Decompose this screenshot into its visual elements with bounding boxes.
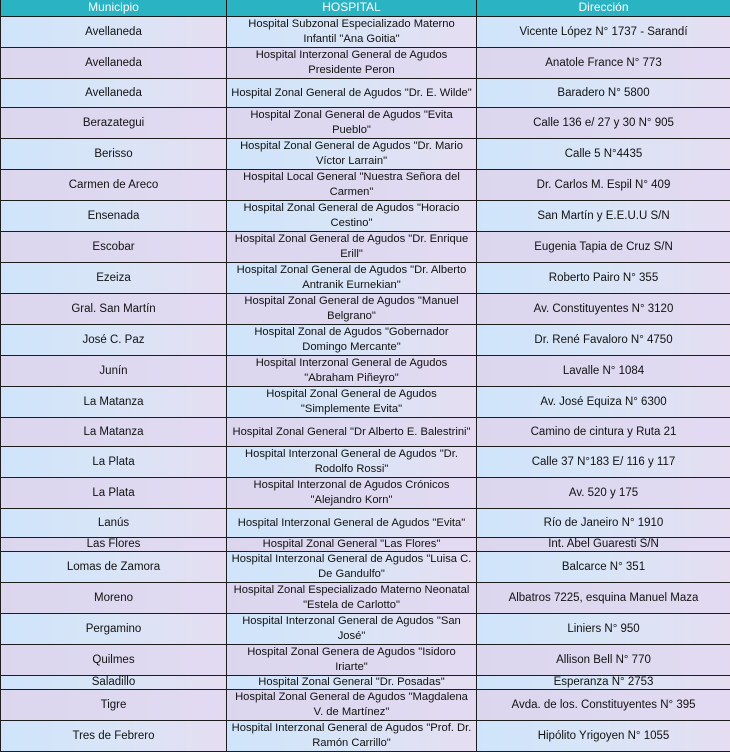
table-row <box>1 645 730 676</box>
cell-direccion: Balcarce N° 351 <box>477 552 730 583</box>
table-row <box>1 139 730 170</box>
table-row <box>1 614 730 645</box>
cell-direccion: Avda. de los. Constituyentes N° 395 <box>477 690 730 721</box>
cell-hospital: Hospital Local General "Nuestra Señora del Carmen" <box>227 170 477 201</box>
cell-direccion: Av. 520 y 175 <box>477 478 730 509</box>
cell-municipio: Gral. San Martín <box>1 294 227 325</box>
cell-direccion: Hipólito Yrigoyen N° 1055 <box>477 721 730 752</box>
cell-municipio: Junín <box>1 356 227 387</box>
cell-hospital: Hospital Zonal General "Dr. Posadas" <box>227 676 477 690</box>
table-row <box>1 418 730 447</box>
cell-municipio: Carmen de Areco <box>1 170 227 201</box>
table-row <box>1 690 730 721</box>
cell-municipio: Escobar <box>1 232 227 263</box>
table-row <box>1 79 730 108</box>
cell-direccion: San Martín y E.E.U.U S/N <box>477 201 730 232</box>
cell-direccion: Calle 136 e/ 27 y 30 N° 905 <box>477 108 730 139</box>
cell-municipio: Tres de Febrero <box>1 721 227 752</box>
table-row <box>1 676 730 690</box>
cell-hospital: Hospital Zonal Especializado Materno Neonatal "Estela de Carlotto" <box>227 583 477 614</box>
cell-hospital: Hospital Interzonal General de Agudos "Prof. Dr. Ramón Carrillo" <box>227 721 477 752</box>
cell-direccion: Eugenia Tapia de Cruz S/N <box>477 232 730 263</box>
cell-direccion: Allison Bell N° 770 <box>477 645 730 676</box>
cell-municipio: La Matanza <box>1 387 227 418</box>
cell-direccion: Baradero N° 5800 <box>477 79 730 108</box>
cell-municipio: Moreno <box>1 583 227 614</box>
table-row <box>1 325 730 356</box>
table-row <box>1 583 730 614</box>
cell-municipio: La Matanza <box>1 418 227 447</box>
cell-municipio: Ensenada <box>1 201 227 232</box>
cell-municipio: Berazategui <box>1 108 227 139</box>
cell-hospital: Hospital Interzonal General de Agudos "Evita" <box>227 509 477 538</box>
cell-municipio: Avellaneda <box>1 17 227 48</box>
cell-hospital: Hospital Interzonal General de Agudos "Abraham Piñeyro" <box>227 356 477 387</box>
cell-municipio: La Plata <box>1 447 227 478</box>
table-row <box>1 232 730 263</box>
cell-municipio: Tigre <box>1 690 227 721</box>
cell-municipio: Las Flores <box>1 538 227 552</box>
cell-municipio: Lomas de Zamora <box>1 552 227 583</box>
cell-hospital: Hospital Zonal General de Agudos "Dr. Enrique Erill" <box>227 232 477 263</box>
cell-direccion: Anatole France N° 773 <box>477 48 730 79</box>
cell-hospital: Hospital Interzonal General de Agudos "Dr. Rodolfo Rossi" <box>227 447 477 478</box>
cell-hospital: Hospital Zonal General de Agudos "Horacio Cestino" <box>227 201 477 232</box>
cell-direccion: Lavalle N° 1084 <box>477 356 730 387</box>
cell-direccion: Albatros 7225, esquina Manuel Maza <box>477 583 730 614</box>
cell-hospital: Hospital Zonal General de Agudos "Dr. Alberto Antranik Eurnekian" <box>227 263 477 294</box>
cell-direccion: Dr. Carlos M. Espil N° 409 <box>477 170 730 201</box>
table-row <box>1 447 730 478</box>
cell-hospital: Hospital Zonal Genera de Agudos "Isidoro Iriarte" <box>227 645 477 676</box>
header-municipio: Municipio <box>1 0 227 17</box>
cell-direccion: Esperanza N° 2753 <box>477 676 730 690</box>
cell-municipio: Saladillo <box>1 676 227 690</box>
cell-hospital: Hospital Zonal General de Agudos "Dr. Mario Víctor Larrain" <box>227 139 477 170</box>
table-row <box>1 108 730 139</box>
table-row <box>1 478 730 509</box>
cell-hospital: Hospital Interzonal General de Agudos "San José" <box>227 614 477 645</box>
cell-hospital: Hospital Interzonal de Agudos Crónicos "Alejandro Korn" <box>227 478 477 509</box>
cell-direccion: Av. Constituyentes N° 3120 <box>477 294 730 325</box>
cell-hospital: Hospital Interzonal General de Agudos Presidente Peron <box>227 48 477 79</box>
table-row <box>1 294 730 325</box>
cell-direccion: Vicente López N° 1737 - Sarandí <box>477 17 730 48</box>
cell-municipio: Pergamino <box>1 614 227 645</box>
cell-municipio: José C. Paz <box>1 325 227 356</box>
cell-hospital: Hospital Zonal General "Dr Alberto E. Balestrini" <box>227 418 477 447</box>
cell-hospital: Hospital Zonal General de Agudos "Manuel Belgrano" <box>227 294 477 325</box>
table-row <box>1 552 730 583</box>
cell-hospital: Hospital Zonal General "Las Flores" <box>227 538 477 552</box>
cell-direccion: Roberto Pairo N° 355 <box>477 263 730 294</box>
table-row <box>1 356 730 387</box>
cell-hospital: Hospital Zonal General de Agudos "Magdalena V. de Martínez" <box>227 690 477 721</box>
cell-direccion: Calle 37 N°183 E/ 116 y 117 <box>477 447 730 478</box>
table-row <box>1 509 730 538</box>
table-header <box>1 0 730 17</box>
cell-hospital: Hospital Zonal de Agudos "Gobernador Domingo Mercante" <box>227 325 477 356</box>
cell-municipio: Ezeiza <box>1 263 227 294</box>
cell-hospital: Hospital Zonal General de Agudos "Evita Pueblo" <box>227 108 477 139</box>
cell-direccion: Liniers N° 950 <box>477 614 730 645</box>
cell-direccion: Int. Abel Guaresti S/N <box>477 538 730 552</box>
cell-municipio: Berisso <box>1 139 227 170</box>
table-body <box>1 17 730 752</box>
cell-direccion: Av. José Equiza N° 6300 <box>477 387 730 418</box>
cell-direccion: Calle 5 N°4435 <box>477 139 730 170</box>
cell-municipio: Lanús <box>1 509 227 538</box>
header-direccion: Dirección <box>477 0 730 17</box>
cell-hospital: Hospital Zonal General de Agudos "Simplemente Evita" <box>227 387 477 418</box>
table-row <box>1 263 730 294</box>
cell-municipio: Avellaneda <box>1 48 227 79</box>
cell-hospital: Hospital Zonal General de Agudos "Dr. E. Wilde" <box>227 79 477 108</box>
cell-hospital: Hospital Subzonal Especializado Materno Infantil "Ana Goitia" <box>227 17 477 48</box>
table-row <box>1 48 730 79</box>
cell-direccion: Río de Janeiro N° 1910 <box>477 509 730 538</box>
table-row <box>1 201 730 232</box>
header-row <box>1 0 730 17</box>
table-row <box>1 17 730 48</box>
cell-municipio: Quilmes <box>1 645 227 676</box>
cell-municipio: Avellaneda <box>1 79 227 108</box>
cell-municipio: La Plata <box>1 478 227 509</box>
cell-direccion: Dr. René Favaloro N° 4750 <box>477 325 730 356</box>
table-row <box>1 538 730 552</box>
table-row <box>1 170 730 201</box>
table-row <box>1 387 730 418</box>
cell-hospital: Hospital Interzonal General de Agudos "Luisa C. De Gandulfo" <box>227 552 477 583</box>
header-hospital: HOSPITAL <box>227 0 477 17</box>
cell-direccion: Camino de cintura y Ruta 21 <box>477 418 730 447</box>
